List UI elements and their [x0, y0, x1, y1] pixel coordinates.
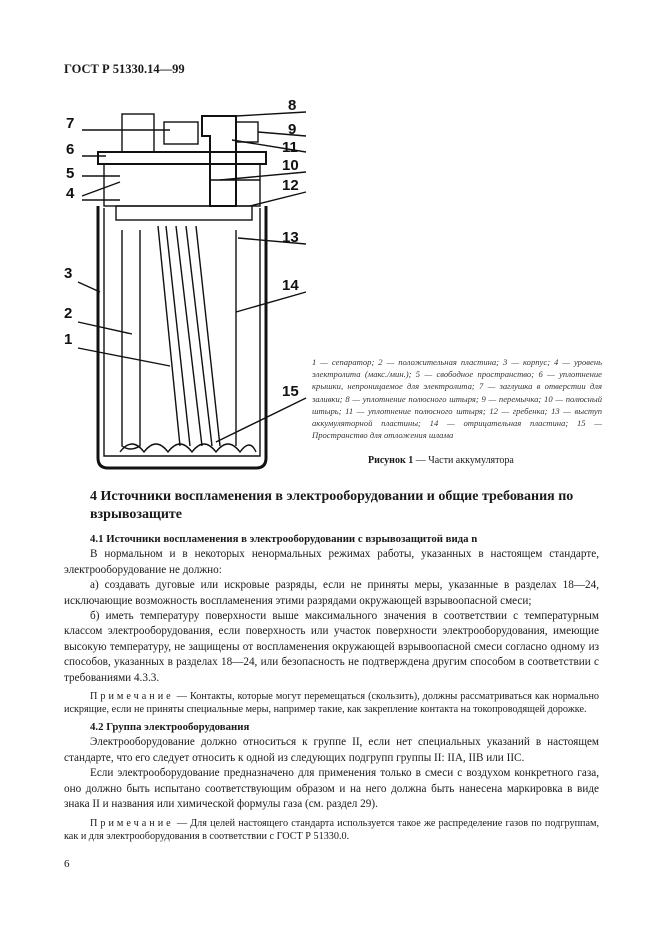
note-label: Примечание: [90, 691, 174, 703]
figure-caption: [368, 455, 514, 466]
label-13: 13: [282, 229, 299, 246]
label-4: 4: [66, 185, 75, 202]
body-text: [64, 532, 599, 843]
label-3: 3: [64, 265, 73, 282]
note-text: — Контакты, которые могут перемещаться (скользить), должны рассматриваться как нормально искрящие, если не приняты специальные меры, например такие, как закрепление контакта на токопроводящей дорожке.: [64, 691, 599, 716]
paragraph: а) создавать дуговые или искровые разряды, если не приняты меры, указанные в разделах 18—24, исключающие возможность воспламенения этими разрядами окружающей взрывоопасной смеси;: [64, 579, 599, 607]
paragraph: б) иметь температуру поверхности выше максимального значения в соответствии с температурным классом электрооборудования, если поверхность или участок поверхности электрооборудования, имеющие высокую температуру, не защищены от воспламенения окружающей взрывоопасной смеси согласно одному из способов, указанных в разделах 18—24, или безопасность не подтверждена другим способом в соответствии с требованиями 4.3.3.: [64, 610, 599, 684]
label-1: 1: [64, 331, 73, 348]
label-11: 11: [282, 139, 298, 156]
section-4-2-title: 4.2 Группа электрооборудования: [90, 721, 250, 734]
label-8: 8: [288, 97, 297, 114]
label-2: 2: [64, 305, 73, 322]
paragraph: В нормальном и в некоторых ненормальных режимах работы, указанных в настоящем стандарте, электрооборудование не должно:: [64, 548, 599, 576]
figure-legend: 1 — сепаратор; 2 — положительная пластина; 3 — корпус; 4 — уровень электролита (макс./мин.); 5 — свободное пространство; 6 — уплотнение крышки, непроницаемое для электролита; 7 — заглушка в отверстии для заливки; 8 — уплотнение полюсного штыря; 9 — перемычка; 10 — полюсный штырь; 11 — уплотнение полюсного штыря; 12 — гребенка; 13 — выступ аккумуляторной пластины; 14 — отрицательная пластина; 15 — Пространство для отложения шлама: [312, 357, 602, 441]
label-5: 5: [66, 165, 75, 182]
note-label: Примечание: [90, 817, 174, 829]
paragraph: Электрооборудование должно относиться к группе II, если нет специальных указаний в настоящем стандарте, что его следует относить к одной из следующих подгрупп группы II: IIA, IIB или IIC.: [64, 736, 599, 764]
label-12: 12: [282, 177, 299, 194]
caption-label: Рисунок 1: [368, 455, 414, 466]
note-text: — Для целей настоящего стандарта используется такое же распределение газов по подгруппам, как и для электрооборудования в соответствии с ГОСТ Р 51330.0.: [64, 817, 599, 842]
note: [64, 690, 599, 716]
label-9: 9: [288, 121, 297, 138]
label-7: 7: [66, 115, 75, 132]
battery-diagram: [60, 96, 320, 486]
page-number: 6: [64, 858, 70, 870]
label-14: 14: [282, 277, 299, 294]
label-6: 6: [66, 141, 75, 158]
note: [64, 817, 599, 843]
page-header: ГОСТ Р 51330.14—99: [64, 62, 185, 76]
paragraph: Если электрооборудование предназначено для применения только в смеси с воздухом конкретного газа, оно должно быть испытано соответствующим образом и на него должна быть нанесена маркировка в виде знака II и названия или химической формулы газа (см. раздел 29).: [64, 767, 599, 811]
caption-text: — Части аккумулятора: [413, 455, 514, 466]
label-10: 10: [282, 157, 299, 174]
label-15: 15: [282, 383, 299, 400]
section-4-1-title: 4.1 Источники воспламенения в электрооборудовании с взрывозащитой вида n: [90, 533, 478, 545]
section-4-title: 4 Источники воспламенения в электрооборудовании и общие требования по взрывозащите: [90, 489, 574, 522]
